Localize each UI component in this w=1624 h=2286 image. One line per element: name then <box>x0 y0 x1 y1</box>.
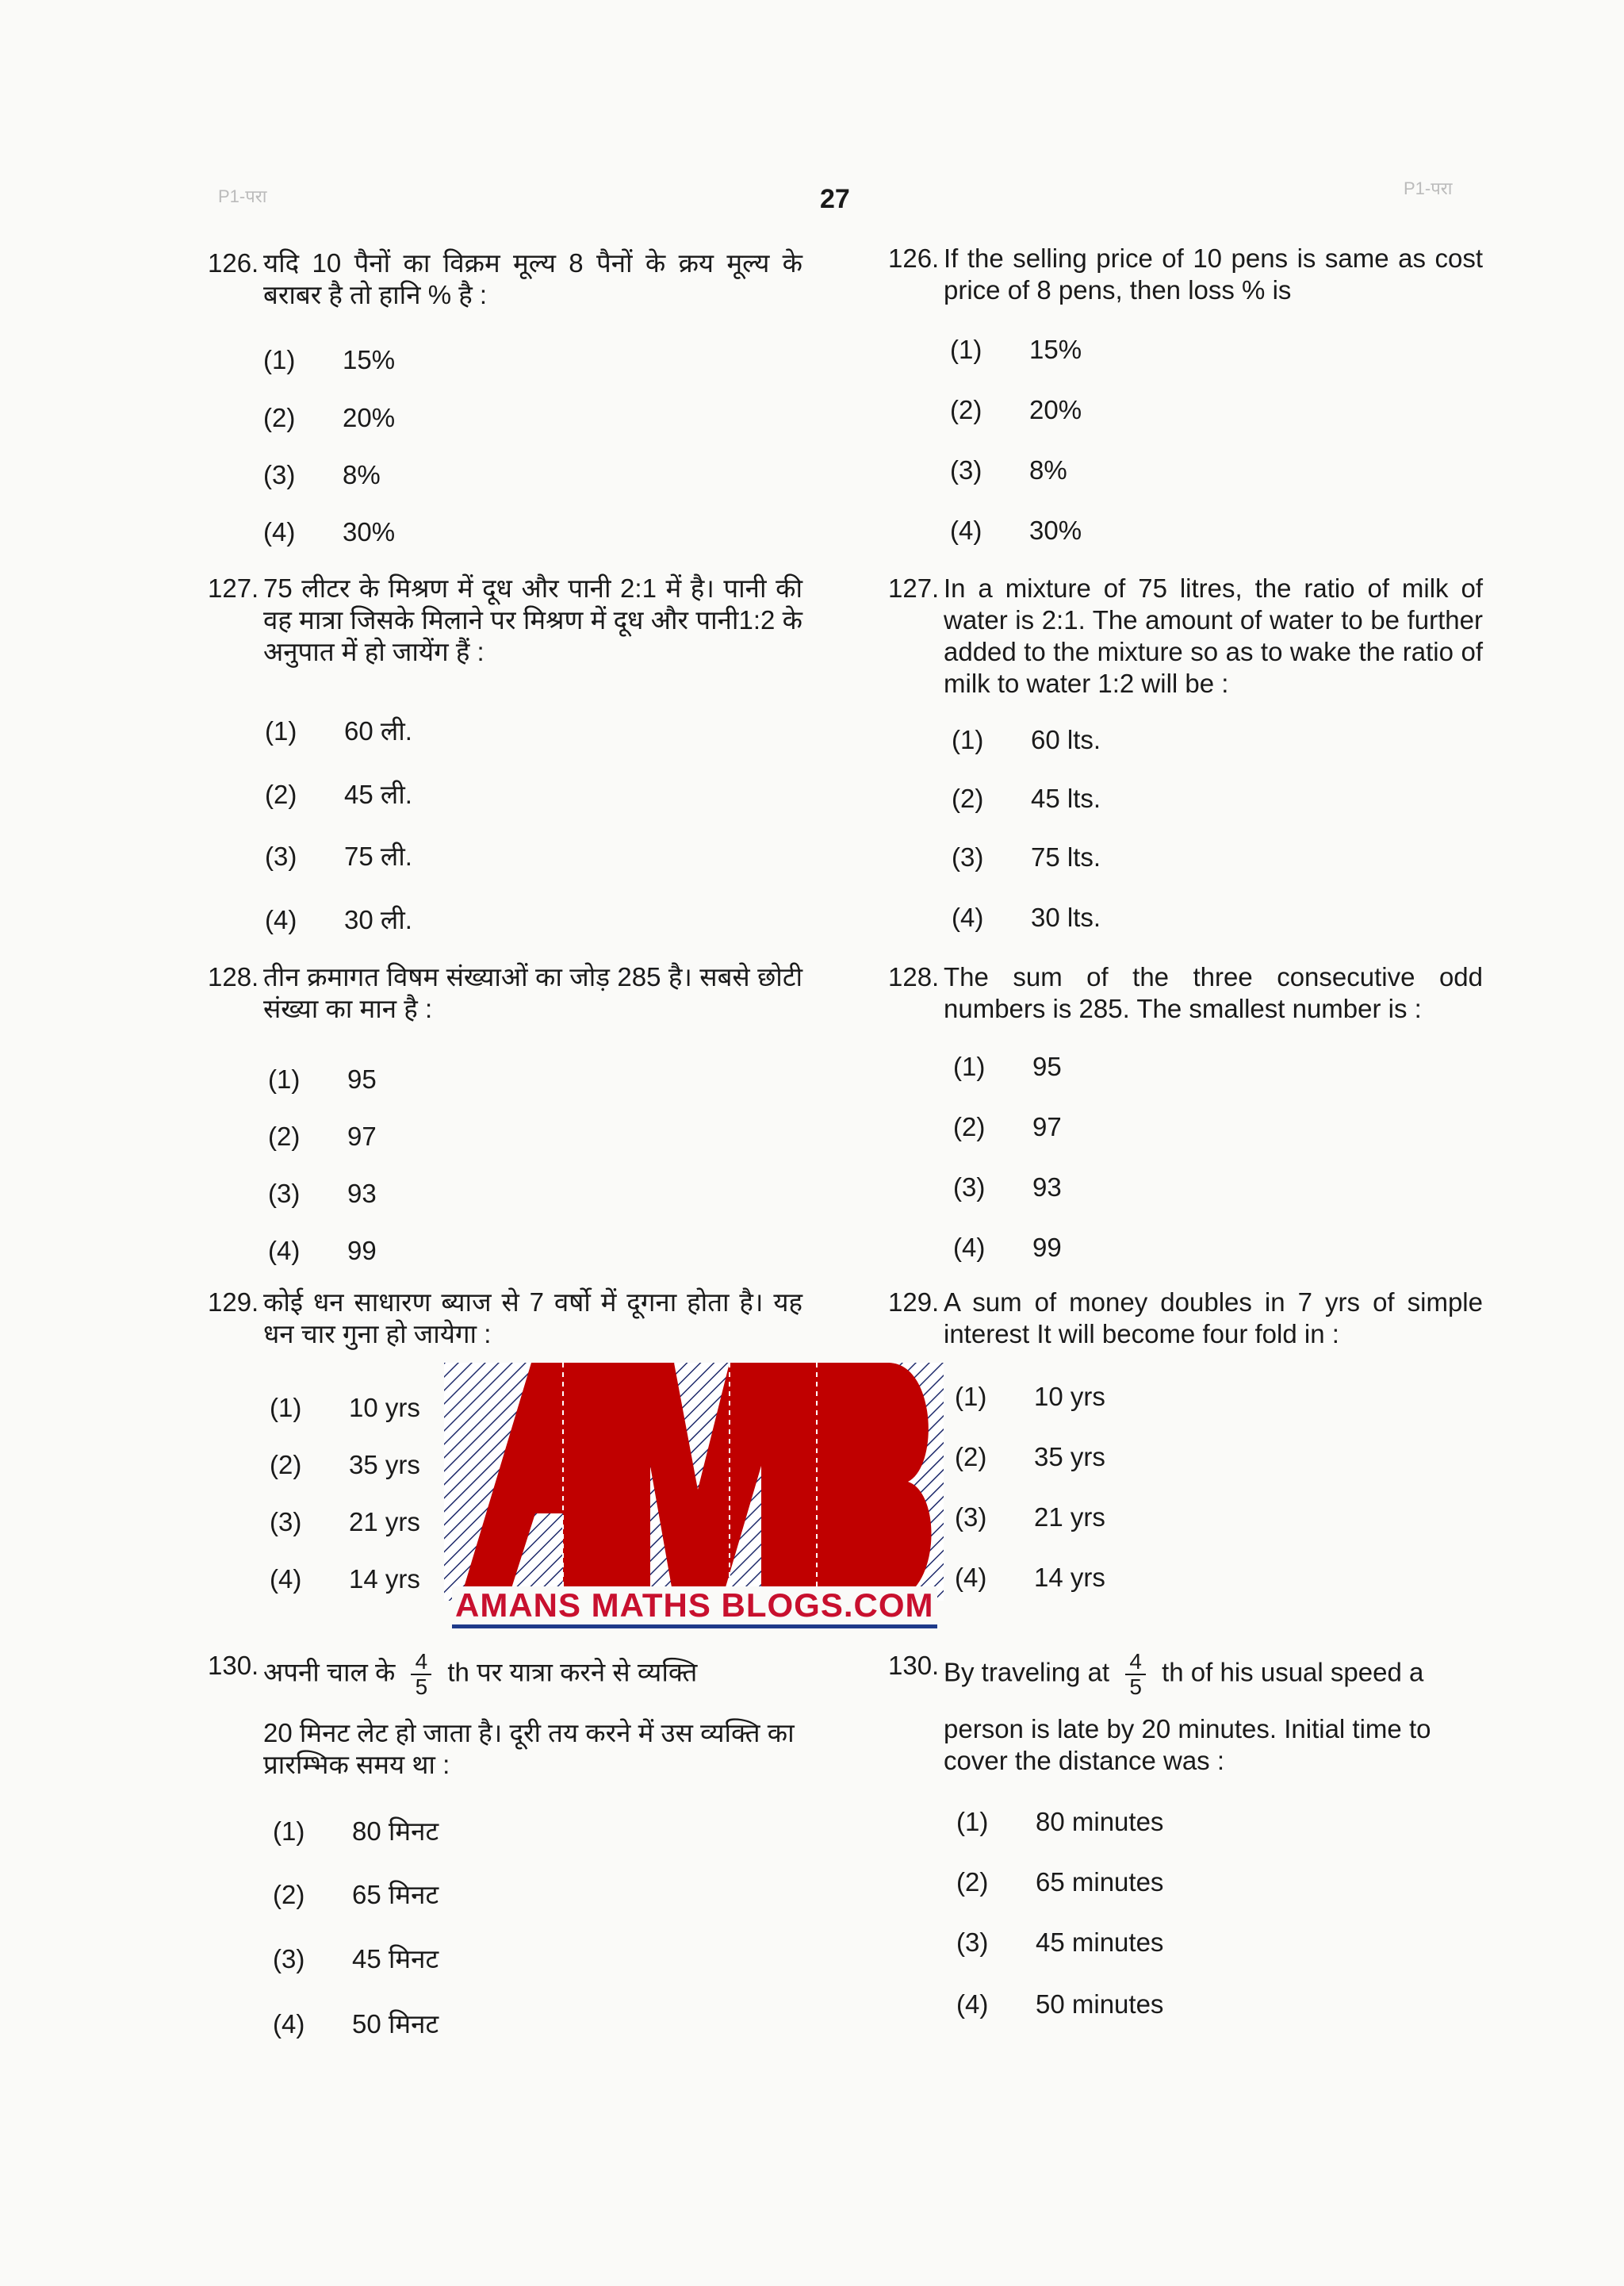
option-value: 75 lts. <box>1031 842 1101 872</box>
option-number: (1) <box>268 1064 301 1094</box>
option-number: (1) <box>265 716 297 746</box>
option-value: 60 lts. <box>1031 725 1101 754</box>
option-2[interactable] <box>265 776 412 811</box>
option-3[interactable] <box>953 1172 1062 1202</box>
option-value: 10 yrs <box>1034 1382 1105 1411</box>
option-number: (3) <box>265 842 297 871</box>
option-1[interactable] <box>273 1812 439 1848</box>
option-number: (2) <box>955 1442 987 1471</box>
option-number: (3) <box>950 455 982 485</box>
header-mark-left: P1-परा <box>218 186 267 206</box>
question-text: यदि 10 पैनों का विक्रम मूल्य 8 पैनों के क्रय मूल्य के बराबर है तो हानि % है : <box>263 248 802 309</box>
english-question-128 <box>888 961 1602 1262</box>
fraction-numerator: 4 <box>1129 1649 1142 1674</box>
option-4[interactable] <box>270 1564 420 1594</box>
option-number: (4) <box>953 1233 986 1262</box>
option-value: 99 <box>1032 1233 1062 1262</box>
question-text: कोई धन साधारण ब्याज से 7 वर्षो में दूगना होता है। यह धन चार गुना हो जायेगा : <box>263 1287 802 1348</box>
option-3[interactable] <box>952 842 1101 873</box>
option-number: (3) <box>953 1172 986 1202</box>
option-value: 10 yrs <box>349 1393 420 1422</box>
option-number: (4) <box>268 1236 301 1265</box>
option-1[interactable] <box>956 1807 1163 1837</box>
option-4[interactable] <box>268 1236 377 1266</box>
hindi-question-126 <box>208 247 921 547</box>
option-1[interactable] <box>268 1064 377 1095</box>
option-2[interactable] <box>953 1112 1062 1142</box>
option-4[interactable] <box>956 1989 1163 2019</box>
option-value: 65 minutes <box>1036 1867 1164 1897</box>
option-3[interactable] <box>263 460 381 490</box>
option-2[interactable] <box>273 1876 439 1912</box>
question-text: The sum of the three consecutive odd numbers is 285. The smallest number is : <box>944 962 1483 1023</box>
option-value: 30 lts. <box>1031 903 1101 932</box>
option-value: 30% <box>1029 516 1082 545</box>
option-4[interactable] <box>263 517 395 547</box>
option-number: (3) <box>263 460 296 489</box>
option-number: (1) <box>950 335 982 364</box>
option-3[interactable] <box>955 1502 1105 1532</box>
option-value: 35 yrs <box>1034 1442 1105 1471</box>
option-1[interactable] <box>270 1393 420 1423</box>
option-2[interactable] <box>956 1867 1163 1897</box>
question-text-continued: person is late by 20 minutes. Initial time to cover the distance was : <box>944 1714 1431 1775</box>
fraction-denominator: 5 <box>415 1674 428 1699</box>
option-value: 95 <box>1032 1052 1062 1081</box>
option-number: (1) <box>953 1052 986 1081</box>
option-4[interactable] <box>953 1233 1062 1263</box>
question-number: 128. <box>888 962 940 991</box>
question-number: 126. <box>208 248 259 278</box>
option-number: (1) <box>956 1807 989 1836</box>
option-value: 20% <box>1029 395 1082 424</box>
option-1[interactable] <box>265 712 412 748</box>
option-number: (1) <box>952 725 984 754</box>
option-value: 60 ली. <box>344 716 412 746</box>
option-number: (2) <box>273 1880 305 1909</box>
hindi-question-128 <box>208 961 921 1265</box>
option-value: 45 मिनट <box>352 1944 439 1973</box>
hindi-question-129 <box>208 1287 921 1594</box>
question-number: 130. <box>888 1651 940 1680</box>
option-number: (4) <box>265 905 297 934</box>
option-value: 45 minutes <box>1036 1927 1164 1957</box>
question-text: If the selling price of 10 pens is same as cost price of 8 pens, then loss % is <box>944 244 1483 305</box>
option-value: 8% <box>343 460 381 489</box>
question-text: 75 लीटर के मिश्रण में दूध और पानी 2:1 में है। पानी की वह मात्रा जिसके मिलाने पर मिश्रण में दूध और पानी1:2 के अनुपात में हो जायेंग हैं : <box>263 573 802 666</box>
option-number: (1) <box>955 1382 987 1411</box>
option-number: (2) <box>950 395 982 424</box>
option-3[interactable] <box>273 1940 439 1976</box>
option-number: (4) <box>270 1564 302 1594</box>
option-value: 93 <box>1032 1172 1062 1202</box>
option-number: (2) <box>265 780 297 809</box>
option-number: (2) <box>952 784 984 813</box>
english-question-129 <box>888 1287 1602 1592</box>
option-number: (4) <box>955 1563 987 1592</box>
option-number: (4) <box>273 2009 305 2039</box>
option-value: 30% <box>343 517 396 547</box>
option-value: 21 yrs <box>349 1507 420 1536</box>
option-value: 14 yrs <box>1034 1563 1105 1592</box>
option-value: 93 <box>347 1179 377 1208</box>
option-number: (4) <box>956 1989 989 2019</box>
option-value: 97 <box>1032 1112 1062 1141</box>
option-value: 80 मिनट <box>352 1816 439 1846</box>
header-mark-right: P1-परा <box>1404 178 1453 198</box>
option-value: 95 <box>347 1064 377 1094</box>
option-2[interactable] <box>950 395 1082 425</box>
option-value: 20% <box>343 403 396 432</box>
option-value: 75 ली. <box>344 842 412 871</box>
option-1[interactable] <box>950 335 1082 365</box>
option-number: (2) <box>953 1112 986 1141</box>
option-number: (2) <box>270 1450 302 1479</box>
fraction-numerator: 4 <box>415 1649 428 1674</box>
option-3[interactable] <box>268 1179 377 1209</box>
option-number: (2) <box>263 403 296 432</box>
option-4[interactable] <box>265 901 412 937</box>
question-number: 127. <box>888 573 940 603</box>
option-value: 97 <box>347 1122 377 1151</box>
option-2[interactable] <box>955 1442 1105 1472</box>
option-3[interactable] <box>270 1507 420 1537</box>
amb-logo <box>444 1363 944 1624</box>
option-value: 50 मिनट <box>352 2009 439 2039</box>
question-number: 130. <box>208 1651 259 1680</box>
hindi-question-127 <box>208 573 921 934</box>
question-text-before: अपनी चाल के <box>263 1657 396 1687</box>
fraction-denominator: 5 <box>1129 1674 1142 1699</box>
question-number: 128. <box>208 962 259 991</box>
question-number: 127. <box>208 573 259 603</box>
option-number: (3) <box>955 1502 987 1532</box>
option-2[interactable] <box>263 403 395 433</box>
option-4[interactable] <box>273 2005 439 2041</box>
option-number: (3) <box>268 1179 301 1208</box>
option-number: (1) <box>263 345 296 374</box>
question-text: In a mixture of 75 litres, the ratio of milk of water is 2:1. The amount of water to be further added to the mixture so as to wake the ratio of milk to water 1:2 will be : <box>944 573 1483 698</box>
fraction <box>1125 1650 1146 1699</box>
option-value: 45 ली. <box>344 780 412 809</box>
page-number: 27 <box>820 184 850 214</box>
question-text: तीन क्रमागत विषम संख्याओं का जोड़ 285 है। सबसे छोटी संख्या का मान है : <box>263 962 802 1023</box>
option-2[interactable] <box>270 1450 420 1480</box>
option-value: 8% <box>1029 455 1067 485</box>
option-1[interactable] <box>955 1382 1105 1412</box>
option-number: (4) <box>950 516 982 545</box>
question-text <box>944 1650 1483 1699</box>
hindi-question-130 <box>208 1649 921 2039</box>
option-3[interactable] <box>956 1927 1163 1958</box>
english-question-130 <box>888 1649 1602 2019</box>
option-value: 99 <box>347 1236 377 1265</box>
option-3[interactable] <box>950 455 1067 485</box>
option-number: (4) <box>952 903 984 932</box>
question-text-after: th पर यात्रा करने से व्यक्ति <box>447 1657 698 1687</box>
option-number: (2) <box>956 1867 989 1897</box>
option-number: (2) <box>268 1122 301 1151</box>
option-value: 50 minutes <box>1036 1989 1164 2019</box>
option-value: 65 मिनट <box>352 1880 439 1909</box>
option-1[interactable] <box>263 345 395 375</box>
option-value: 80 minutes <box>1036 1807 1164 1836</box>
option-3[interactable] <box>265 838 412 873</box>
option-number: (3) <box>273 1944 305 1973</box>
option-1[interactable] <box>952 725 1101 755</box>
option-number: (3) <box>952 842 984 872</box>
fraction <box>411 1650 431 1699</box>
option-1[interactable] <box>953 1052 1062 1082</box>
question-text <box>263 1650 802 1699</box>
option-value: 15% <box>1029 335 1082 364</box>
question-text: A sum of money doubles in 7 yrs of simple interest It will become four fold in : <box>944 1287 1483 1348</box>
option-value: 14 yrs <box>349 1564 420 1594</box>
option-2[interactable] <box>952 784 1101 814</box>
question-number: 126. <box>888 244 940 273</box>
option-number: (3) <box>270 1507 302 1536</box>
english-question-126 <box>888 243 1602 545</box>
option-4[interactable] <box>950 516 1082 546</box>
option-value: 21 yrs <box>1034 1502 1105 1532</box>
watermark-caption: AMANS MATHS BLOGS.COM <box>452 1586 937 1628</box>
option-number: (1) <box>273 1816 305 1846</box>
question-number: 129. <box>208 1287 259 1317</box>
option-4[interactable] <box>955 1563 1105 1593</box>
english-question-127 <box>888 573 1602 932</box>
option-4[interactable] <box>952 903 1101 933</box>
option-number: (3) <box>956 1927 989 1957</box>
option-value: 30 ली. <box>344 905 412 934</box>
option-value: 35 yrs <box>349 1450 420 1479</box>
option-number: (4) <box>263 517 296 547</box>
question-text-after: th of his usual speed a <box>1162 1657 1424 1687</box>
question-text-continued: 20 मिनट लेट हो जाता है। दूरी तय करने में उस व्यक्ति का प्रारम्भिक समय था : <box>263 1718 795 1779</box>
question-number: 129. <box>888 1287 940 1317</box>
option-value: 45 lts. <box>1031 784 1101 813</box>
option-number: (1) <box>270 1393 302 1422</box>
option-2[interactable] <box>268 1122 377 1152</box>
question-text-before: By traveling at <box>944 1657 1110 1687</box>
option-value: 15% <box>343 345 396 374</box>
